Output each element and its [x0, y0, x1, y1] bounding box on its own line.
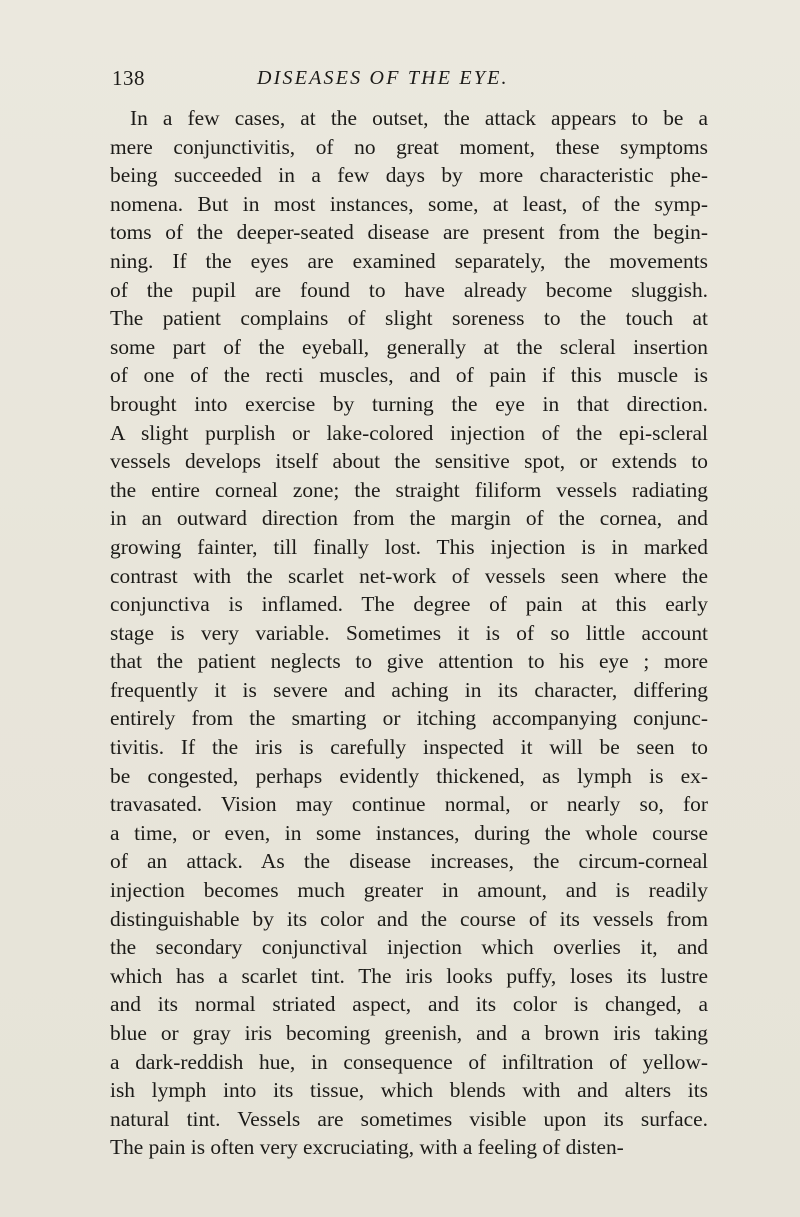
text-line: conjunctiva is inflamed. The degree of pain at this early: [110, 592, 708, 617]
text-line: a dark-reddish hue, in consequence of infiltration of yellow-: [110, 1049, 708, 1074]
text-line: stage is very variable. Sometimes it is of so little account: [110, 620, 708, 645]
running-title: DISEASES OF THE EYE.: [257, 67, 509, 89]
text-line: and its normal striated aspect, and its color is changed, a: [110, 992, 708, 1017]
text-line: toms of the deeper-seated disease are present from the begin-: [110, 220, 708, 245]
text-line: the secondary conjunctival injection which overlies it, and: [110, 935, 708, 960]
text-line: in an outward direction from the margin of the cornea, and: [110, 506, 708, 531]
text-line: The pain is often very excruciating, with a feeling of disten-: [110, 1135, 624, 1160]
text-line: tivitis. If the iris is carefully inspected it will be seen to: [110, 735, 708, 760]
text-line: natural tint. Vessels are sometimes visible upon its surface.: [110, 1106, 708, 1131]
text-line: ish lymph into its tissue, which blends with and alters its: [110, 1078, 708, 1103]
text-line: being succeeded in a few days by more characteristic phe-: [110, 163, 708, 188]
text-line: A slight purplish or lake-colored injection of the epi-scleral: [110, 420, 708, 445]
text-line: blue or gray iris becoming greenish, and a brown iris taking: [110, 1021, 708, 1045]
text-line: of one of the recti muscles, and of pain if this muscle is: [110, 363, 708, 388]
text-line: that the patient neglects to give attention to his eye ; more: [110, 649, 708, 674]
text-line: brought into exercise by turning the eye in that direction.: [110, 391, 708, 416]
text-line: mere conjunctivitis, of no great moment, these symptoms: [110, 134, 708, 159]
text-line: some part of the eyeball, generally at the scleral insertion: [110, 334, 708, 359]
text-line: In a few cases, at the outset, the attack appears to be a: [130, 106, 708, 130]
page-number: 138: [112, 66, 145, 90]
text-line: which has a scarlet tint. The iris looks puffy, loses its lustre: [110, 963, 708, 988]
text-line: the entire corneal zone; the straight filiform vessels radiating: [110, 477, 708, 502]
text-line: nomena. But in most instances, some, at least, of the symp-: [110, 191, 708, 216]
text-line: injection becomes much greater in amount, and is readily: [110, 878, 708, 903]
text-line: vessels develops itself about the sensitive spot, or extends to: [110, 449, 708, 474]
text-line: ning. If the eyes are examined separately, the movements: [110, 248, 708, 273]
text-line: be congested, perhaps evidently thickened, as lymph is ex-: [110, 763, 708, 788]
text-line: contrast with the scarlet net-work of vessels seen where the: [110, 563, 708, 588]
body-paragraph: [110, 104, 708, 1162]
text-line: distinguishable by its color and the course of its vessels from: [110, 906, 708, 931]
text-line: growing fainter, till finally lost. This injection is in marked: [110, 534, 708, 559]
text-line: travasated. Vision may continue normal, or nearly so, for: [110, 792, 708, 817]
text-line: entirely from the smarting or itching accompanying conjunc-: [110, 706, 708, 731]
text-line: of an attack. As the disease increases, the circum-corneal: [110, 849, 708, 874]
text-line: a time, or even, in some instances, during the whole course: [110, 820, 708, 845]
text-line: The patient complains of slight soreness to the touch at: [110, 306, 708, 331]
running-head: [112, 66, 712, 96]
text-line: of the pupil are found to have already become sluggish.: [110, 277, 708, 302]
text-line: frequently it is severe and aching in its character, differing: [110, 677, 708, 702]
